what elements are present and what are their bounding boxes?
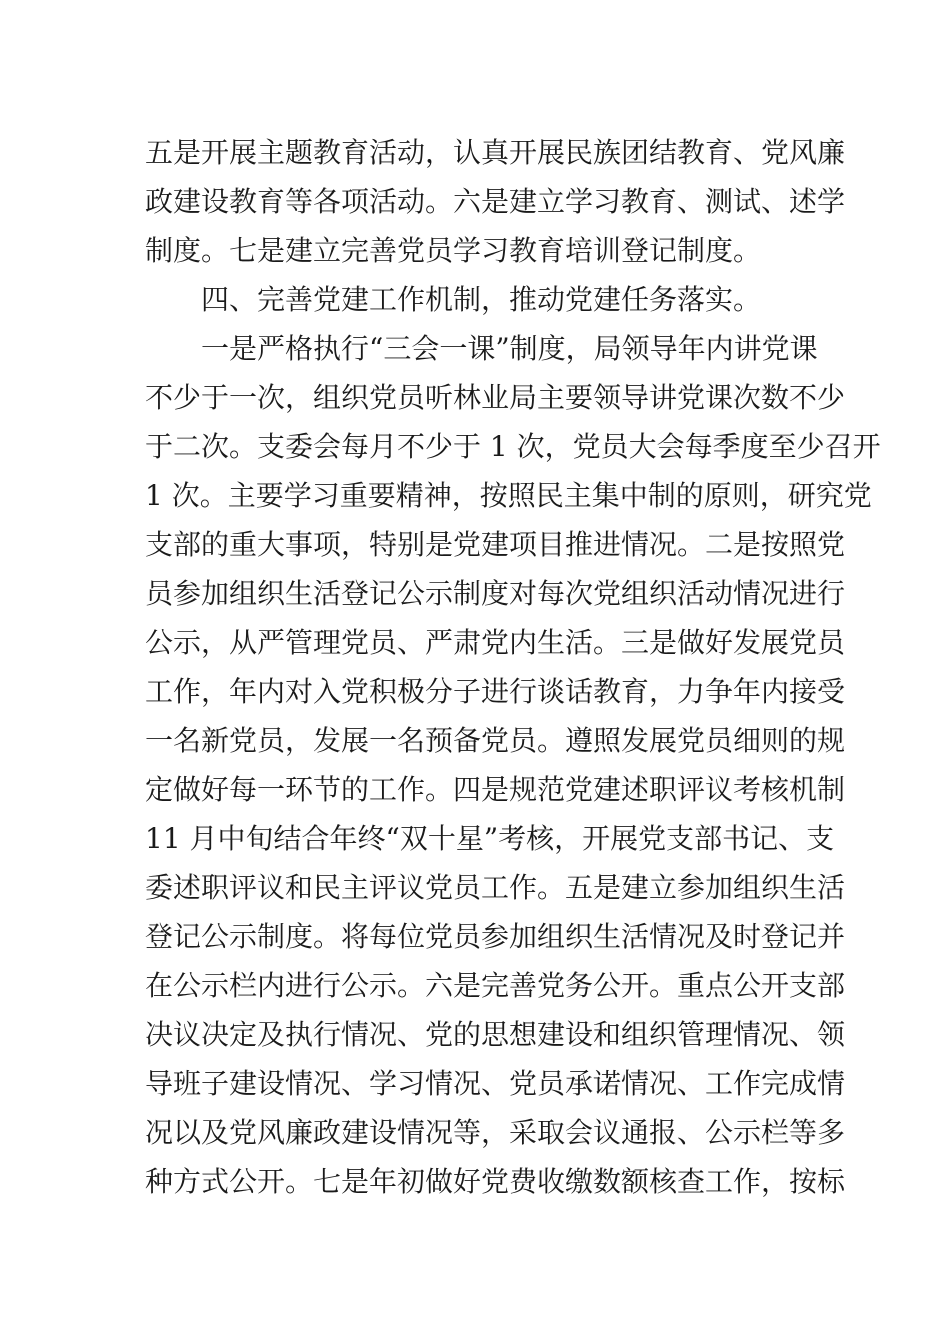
text-line: 11 月中旬结合年终“双十星”考核，开展党支部书记、支 (145, 822, 835, 855)
text-line: 制度。七是建立完善党员学习教育培训登记制度。 (145, 234, 762, 267)
text-line: 五是开展主题教育活动，认真开展民族团结教育、党风廉 (145, 136, 846, 169)
text-line: 工作，年内对入党积极分子进行谈话教育，力争年内接受 (145, 675, 846, 708)
text-line: 一名新党员，发展一名预备党员。遵照发展党员细则的规 (145, 724, 846, 757)
text-line: 支部的重大事项，特别是党建项目推进情况。二是按照党 (145, 528, 846, 561)
text-line: 于二次。支委会每月不少于 1 次，党员大会每季度至少召开 (145, 430, 881, 463)
text-line: 导班子建设情况、学习情况、党员承诺情况、工作完成情 (145, 1067, 846, 1100)
section-heading: 四、完善党建工作机制，推动党建任务落实。 (201, 283, 762, 316)
text-line: 决议决定及执行情况、党的思想建设和组织管理情况、领 (145, 1018, 846, 1051)
text-line: 1 次。主要学习重要精神，按照民主集中制的原则，研究党 (145, 479, 872, 512)
text-line: 在公示栏内进行公示。六是完善党务公开。重点公开支部 (145, 969, 846, 1002)
text-line: 委述职评议和民主评议党员工作。五是建立参加组织生活 (145, 871, 846, 904)
document-body (145, 128, 881, 1206)
text-line: 况以及党风廉政建设情况等，采取会议通报、公示栏等多 (145, 1116, 846, 1149)
text-line: 不少于一次，组织党员听林业局主要领导讲党课次数不少 (145, 381, 846, 414)
text-line: 登记公示制度。将每位党员参加组织生活情况及时登记并 (145, 920, 846, 953)
text-line: 政建设教育等各项活动。六是建立学习教育、测试、述学 (145, 185, 846, 218)
text-line: 定做好每一环节的工作。四是规范党建述职评议考核机制 (145, 773, 846, 806)
text-line: 员参加组织生活登记公示制度对每次党组织活动情况进行 (145, 577, 846, 610)
text-line: 一是严格执行“三会一课”制度，局领导年内讲党课 (201, 332, 818, 365)
text-line: 公示，从严管理党员、严肃党内生活。三是做好发展党员 (145, 626, 846, 659)
text-line: 种方式公开。七是年初做好党费收缴数额核查工作，按标 (145, 1165, 846, 1198)
